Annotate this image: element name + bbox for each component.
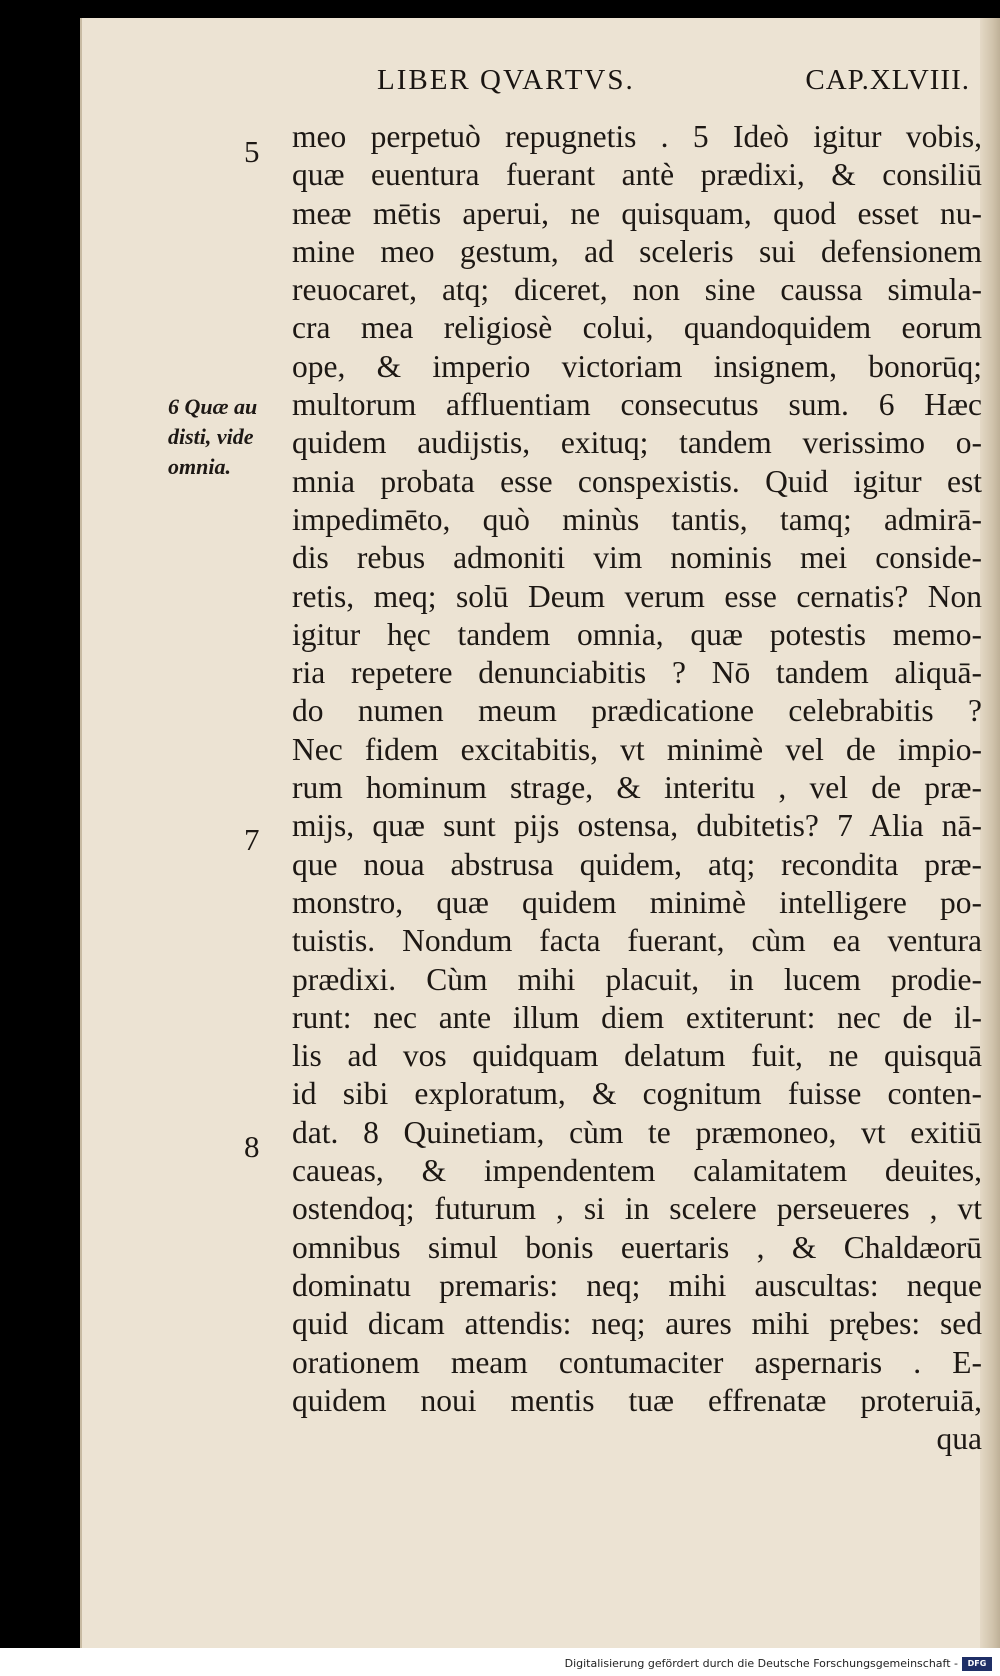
- text-line: meæ mētis aperui, ne quisquam, quod esset nu-: [292, 195, 982, 231]
- text-line: mine meo gestum, ad sceleris sui defensionem: [292, 233, 982, 269]
- text-line: mnia probata esse conspexistis. Quid igitur est: [292, 463, 982, 499]
- text-line: multorum affluentiam consecutus sum. 6 Hæc: [292, 387, 982, 423]
- running-title: LIBER QVARTVS.: [377, 64, 635, 96]
- text-line: orationem meam contumaciter aspernaris . E-: [292, 1344, 982, 1380]
- text-line: mijs, quæ sunt pijs ostensa, dubitetis? 7 Alia nā-: [292, 808, 982, 844]
- dfg-logo: DFG: [962, 1657, 992, 1671]
- text-line: que noua abstrusa quidem, atq; recondita præ-: [292, 846, 982, 882]
- text-line: igitur hęc tandem omnia, quæ potestis memo-: [292, 616, 982, 652]
- text-line: impedimēto, quò minùs tantis, tamq; admirā-: [292, 501, 982, 537]
- text-line: dominatu premaris: neq; mihi auscultas: neque: [292, 1267, 982, 1303]
- text-line: do numen meum prædicatione celebrabitis ?: [292, 693, 982, 729]
- text-line: tuistis. Nondum facta fuerant, cùm ea ventura: [292, 923, 982, 959]
- body-text: [292, 118, 982, 1458]
- text-line: omnibus simul bonis euertaris , & Chaldæorū: [292, 1229, 982, 1265]
- digitization-credit: Digitalisierung gefördert durch die Deutsche Forschungsgemeinschaft -: [564, 1657, 958, 1670]
- text-line: id sibi exploratum, & cognitum fuisse conten-: [292, 1076, 982, 1112]
- text-line: runt: nec ante illum diem extiterunt: nec de il-: [292, 999, 982, 1035]
- text-line: quid dicam attendis: neq; aures mihi prębes: sed: [292, 1306, 982, 1342]
- text-line: qua: [936, 1421, 982, 1457]
- text-line: rum hominum strage, & interitu , vel de præ-: [292, 770, 982, 806]
- verse-marker-8: 8: [244, 1129, 260, 1164]
- page-edge: [980, 18, 1000, 1648]
- text-line: monstro, quæ quidem minimè intelligere po-: [292, 884, 982, 920]
- marginal-note: [168, 392, 257, 482]
- marginal-note-line: disti, vide: [168, 424, 254, 449]
- verse-marker-5: 5: [244, 134, 260, 169]
- text-line: quidem audijstis, exituq; tandem verissimo o-: [292, 425, 982, 461]
- text-line: reuocaret, atq; diceret, non sine caussa simula-: [292, 272, 982, 308]
- marginal-note-line: omnia.: [168, 454, 231, 479]
- text-line: ostendoq; futurum , si in scelere perseueres , vt: [292, 1191, 982, 1227]
- text-line: prædixi. Cùm mihi placuit, in lucem prodie-: [292, 961, 982, 997]
- text-line: quæ euentura fuerant antè prædixi, & consiliū: [292, 157, 982, 193]
- running-header: [272, 64, 970, 104]
- text-line: caueas, & impendentem calamitatem deuites,: [292, 1153, 982, 1189]
- chapter-number: CAP.XLVIII.: [805, 64, 970, 96]
- text-line: retis, meq; solū Deum verum esse cernatis? Non: [292, 578, 982, 614]
- marginal-note-line: 6 Quæ au: [168, 394, 258, 419]
- text-line: quidem noui mentis tuæ effrenatæ proteruiā,: [292, 1382, 982, 1418]
- text-line: dis rebus admoniti vim nominis mei conside-: [292, 540, 982, 576]
- text-line: meo perpetuò repugnetis . 5 Ideò igitur vobis,: [292, 119, 982, 154]
- text-line: Nec fidem excitabitis, vt minimè vel de impio-: [292, 731, 982, 767]
- text-line: cra mea religiosè colui, quandoquidem eorum: [292, 310, 982, 346]
- text-line: ria repetere denunciabitis ? Nō tandem aliquā-: [292, 655, 982, 691]
- verse-marker-7: 7: [244, 822, 260, 857]
- text-line: lis ad vos quidquam delatum fuit, ne quisquā: [292, 1038, 982, 1074]
- footer-bar: [0, 1648, 1000, 1676]
- text-line: ope, & imperio victoriam insignem, bonorūq;: [292, 348, 982, 384]
- text-line: dat. 8 Quinetiam, cùm te præmoneo, vt exitiū: [292, 1114, 982, 1150]
